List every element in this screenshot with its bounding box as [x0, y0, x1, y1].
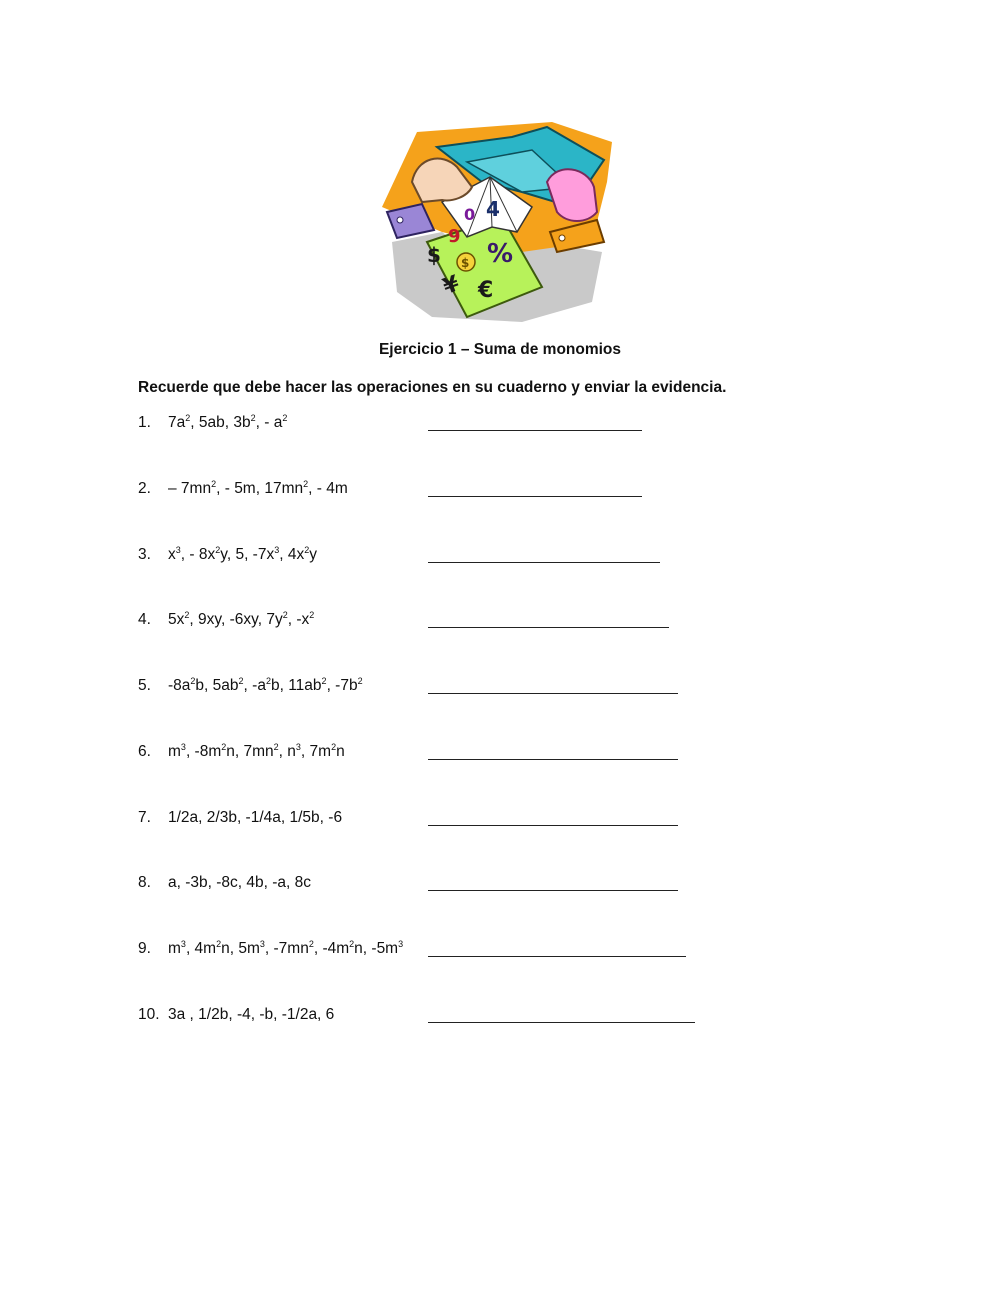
exercise-number: 8. [138, 874, 151, 891]
math-clipart-image [372, 112, 622, 327]
exercise-number: 3. [138, 546, 151, 563]
answer-blank[interactable] [428, 956, 686, 957]
exercise-expression: – $7mn^2$, - 5m, $17mn^2$, - 4m [168, 479, 348, 497]
exercise-expression: $7a^2$, 5ab, $3b^2$, - $a^2$ [168, 413, 288, 431]
exercise-number: 10. [138, 1006, 160, 1023]
exercise-expression: $x^3$, - $8x^2y$, 5, $-7x^3$, $4x^2y$ [168, 545, 317, 563]
clipart-glyph-4: 4 [486, 197, 500, 221]
answer-blank[interactable] [428, 759, 678, 760]
answer-blank[interactable] [428, 1022, 695, 1023]
clipart-glyph-percent: % [487, 239, 514, 269]
answer-blank[interactable] [428, 562, 660, 563]
answer-blank[interactable] [428, 430, 642, 431]
answer-blank[interactable] [428, 825, 678, 826]
exercise-number: 1. [138, 414, 151, 431]
exercise-number: 5. [138, 677, 151, 694]
page-title: Ejercicio 1 – Suma de monomios [378, 341, 622, 358]
exercise-expression: $-8a^2b$, $5ab^2$, $-a^2b$, $11ab^2$, $-7b^2$ [168, 676, 363, 694]
exercise-number: 2. [138, 480, 151, 497]
clipart-glyph-coin-dollar: $ [461, 256, 470, 270]
clipart-glyph-9: 9 [448, 226, 461, 247]
clipart-glyph-dollar: $ [427, 243, 441, 267]
clipart-glyph-yen: ¥ [439, 271, 463, 301]
exercise-expression: 3a , 1/2b, -4, -b, -1/2a, 6 [168, 1006, 335, 1023]
answer-blank[interactable] [428, 627, 669, 628]
exercise-number: 7. [138, 809, 151, 826]
exercise-expression: 1/2a, 2/3b, -1/4a, 1/5b, -6 [168, 809, 343, 826]
exercise-number: 9. [138, 940, 151, 957]
exercise-expression: $m^3$, $-8m^2n$, $7mn^2$, $n^3$, $7m^2n$ [168, 742, 345, 760]
exercise-number: 6. [138, 743, 151, 760]
exercise-number: 4. [138, 611, 151, 628]
answer-blank[interactable] [428, 693, 678, 694]
exercise-expression: $m^3$, $4m^2n$, $5m^3$, $-7mn^2$, $-4m^2n$, $-5m^3$ [168, 939, 404, 957]
answer-blank[interactable] [428, 890, 678, 891]
clipart-glyph-0: 0 [464, 205, 476, 224]
answer-blank[interactable] [428, 496, 642, 497]
instructions-text: Recuerde que debe hacer las operaciones en su cuaderno y enviar la evidencia. [138, 379, 727, 396]
exercise-expression: a, -3b, -8c, 4b, -a, 8c [168, 874, 312, 891]
clipart-glyph-euro: € [478, 278, 494, 303]
exercise-expression: $5x^2$, 9xy, -6xy, $7y^2$, $-x^2$ [168, 610, 315, 628]
